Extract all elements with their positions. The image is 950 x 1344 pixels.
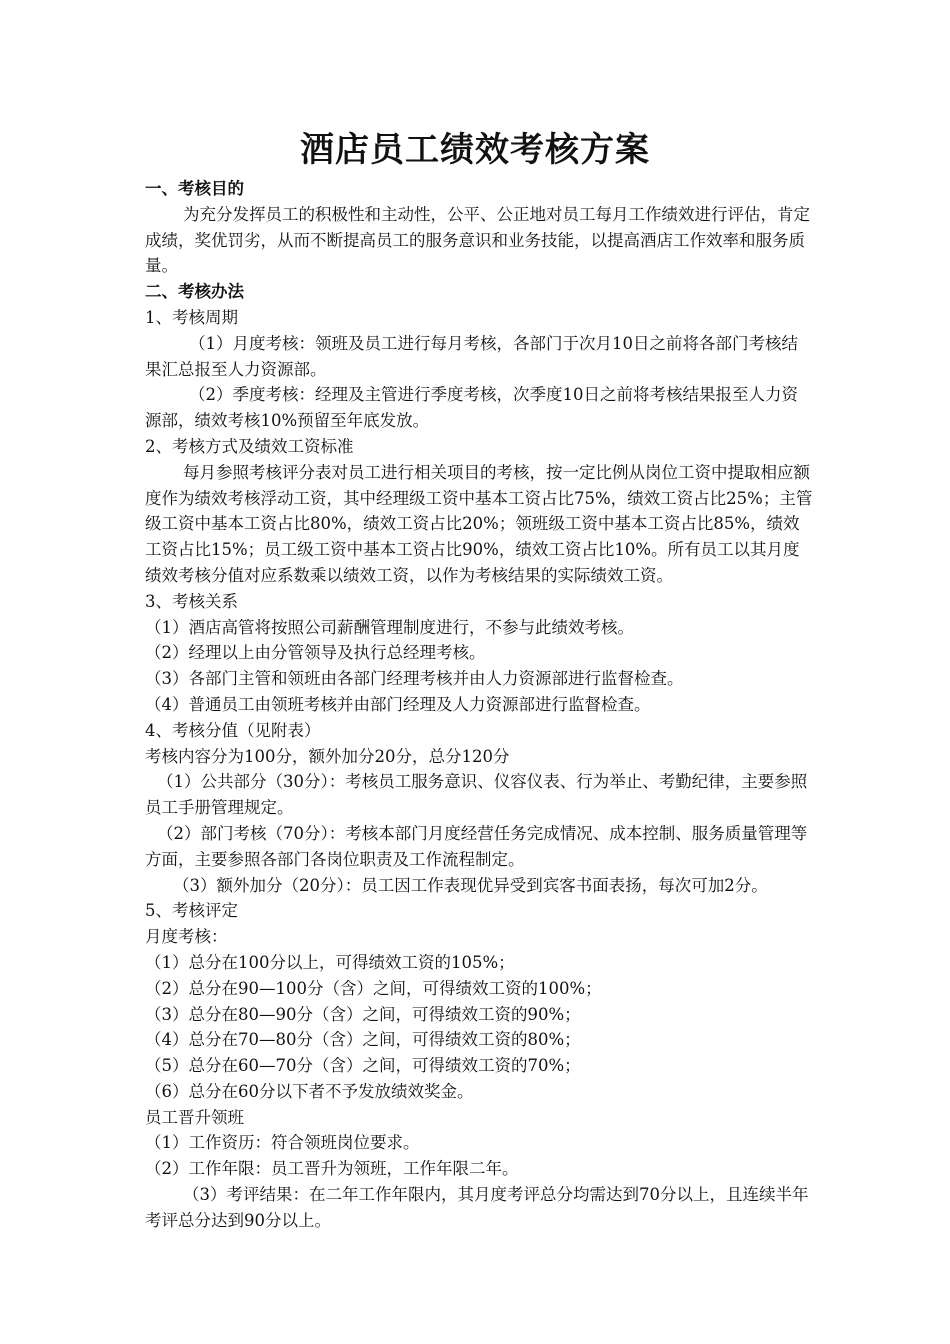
list-item: （2）工作年限：员工晋升为领班，工作年限二年。 <box>145 1159 519 1179</box>
paragraph: （3）额外加分（20分）：员工因工作表现优异受到宾客书面表扬，每次可加2分。 <box>173 875 768 895</box>
list-item: （4）普通员工由领班考核并由部门经理及人力资源部进行监督检查。 <box>145 694 651 714</box>
subsection-heading: 1、考核周期 <box>145 307 238 327</box>
paragraph: （3）考评结果：在二年工作年限内，其月度考评总分均需达到70分以上，且连续半年考评总分达到90分以上。 <box>145 1185 809 1230</box>
subsection-heading: 4、考核分值（见附表） <box>145 720 321 740</box>
paragraph: （2）季度考核：经理及主管进行季度考核，次季度10日之前将考核结果报至人力资源部，绩效考核10%预留至年底发放。 <box>145 385 798 431</box>
document-body <box>145 176 813 1234</box>
paragraph: （2）部门考核（70分）：考核本部门月度经营任务完成情况、成本控制、服务质量管理等方面，主要参照各部门各岗位职责及工作流程制定。 <box>145 823 808 869</box>
section-heading: 一、考核目的 <box>145 179 244 198</box>
document-title: 酒店员工绩效考核方案 <box>300 130 650 170</box>
paragraph: 每月参照考核评分表对员工进行相关项目的考核，按一定比例从岗位工资中提取相应额度作为绩效考核浮动工资，其中经理级工资中基本工资占比75%，绩效工资占比25%；主管级工资中基本工资占比80%，绩效工资占比20%；领班级工资中基本工资占比85%，绩效工资占比15%；员工级工资中基本工资占比90%，绩效工资占比10%。所有员工以其月度绩效考核分值对应系数乘以绩效工资，以作为考核结果的实际绩效工资。 <box>145 462 813 585</box>
paragraph: 为充分发挥员工的积极性和主动性，公平、公正地对员工每月工作绩效进行评估，肯定成绩，奖优罚劣，从而不断提高员工的服务意识和业务技能，以提高酒店工作效率和服务质量。 <box>145 204 810 276</box>
list-item: （1）总分在100分以上，可得绩效工资的105%； <box>145 952 515 972</box>
paragraph: （1）月度考核：领班及员工进行每月考核，各部门于次月10日之前将各部门考核结果汇总报至人力资源部。 <box>145 333 798 379</box>
list-item: （3）各部门主管和领班由各部门经理考核并由人力资源部进行监督检查。 <box>145 669 684 689</box>
list-item: （4）总分在70—80分（含）之间，可得绩效工资的80%； <box>145 1030 581 1050</box>
list-item: （6）总分在60分以下者不予发放绩效奖金。 <box>145 1081 474 1101</box>
subsection-heading: 3、考核关系 <box>145 591 238 611</box>
subsection-heading: 2、考核方式及绩效工资标准 <box>145 436 354 456</box>
list-item: （3）总分在80—90分（含）之间，可得绩效工资的90%； <box>145 1004 581 1024</box>
paragraph: 月度考核： <box>145 927 228 947</box>
list-item: （1）工作资历：符合领班岗位要求。 <box>145 1133 420 1153</box>
list-item: （2）经理以上由分管领导及执行总经理考核。 <box>145 643 486 663</box>
list-item: （1）酒店高管将按照公司薪酬管理制度进行，不参与此绩效考核。 <box>145 617 634 637</box>
section-heading: 二、考核办法 <box>145 282 244 302</box>
list-item: （5）总分在60—70分（含）之间，可得绩效工资的70%； <box>145 1056 581 1076</box>
list-item: （2）总分在90—100分（含）之间，可得绩效工资的100%； <box>145 978 602 998</box>
paragraph: （1）公共部分（30分）：考核员工服务意识、仪容仪表、行为举止、考勤纪律，主要参照员工手册管理规定。 <box>145 772 808 818</box>
paragraph: 考核内容分为100分，额外加分20分，总分120分 <box>145 746 510 766</box>
paragraph: 员工晋升领班 <box>145 1107 244 1127</box>
subsection-heading: 5、考核评定 <box>145 901 238 921</box>
